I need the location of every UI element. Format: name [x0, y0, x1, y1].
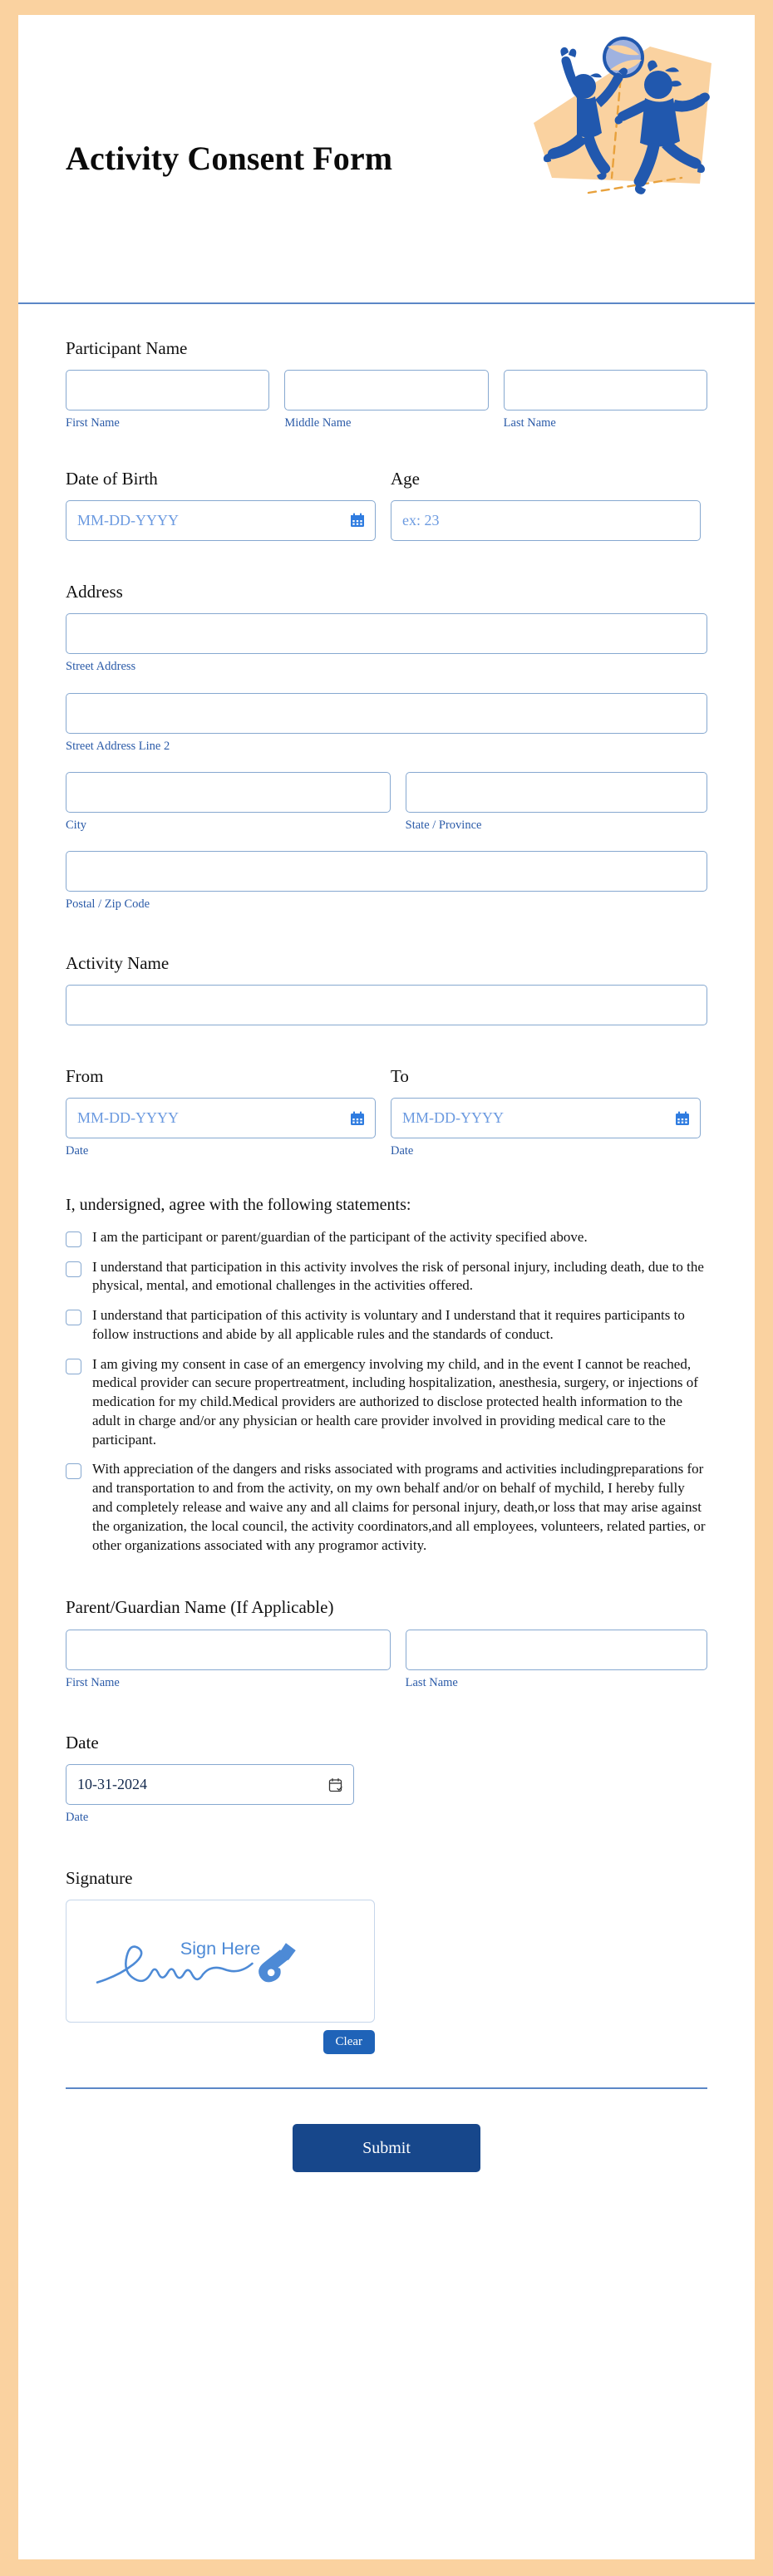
activity-dates-labels-row — [66, 1065, 707, 1098]
street-address-2-sublabel: Street Address Line 2 — [66, 739, 170, 753]
postal-code-sublabel: Postal / Zip Code — [66, 897, 150, 912]
from-date-sublabel: Date — [66, 1144, 89, 1158]
consent-checkbox-2[interactable] — [66, 1261, 81, 1277]
dob-age-group — [66, 468, 707, 541]
signed-date-field — [66, 1764, 354, 1825]
signed-date-sublabel: Date — [66, 1811, 89, 1825]
signature-group — [66, 1867, 707, 2055]
participant-first-name-sublabel: First Name — [66, 416, 120, 430]
from-date-label: From — [66, 1065, 104, 1086]
consent-checkbox-1[interactable] — [66, 1231, 81, 1247]
city-input[interactable] — [66, 772, 391, 813]
consent-checkbox-3[interactable] — [66, 1310, 81, 1325]
submit-button[interactable]: Submit — [293, 2124, 480, 2172]
signed-date-input[interactable] — [66, 1764, 354, 1805]
consent-item[interactable] — [66, 1228, 707, 1247]
activity-dates-inputs-row — [66, 1098, 707, 1158]
guardian-last-name-sublabel: Last Name — [405, 1675, 458, 1689]
signature-label: Signature — [66, 1867, 133, 1888]
to-date-sublabel: Date — [391, 1144, 414, 1158]
to-date-input[interactable] — [391, 1098, 701, 1138]
page-title: Activity Consent Form — [66, 140, 393, 177]
age-field — [391, 500, 701, 541]
guardian-last-name-field — [406, 1630, 707, 1690]
from-date-input[interactable] — [66, 1098, 376, 1138]
guardian-first-name-field — [66, 1630, 391, 1690]
consent-statements-group — [66, 1196, 707, 1556]
form-header — [18, 15, 755, 304]
dob-input-wrap — [66, 500, 376, 541]
street-address-2-input[interactable] — [66, 693, 707, 734]
address-group — [66, 581, 707, 912]
street-address-2-field — [66, 693, 707, 754]
participant-first-name-field — [66, 370, 269, 430]
pen-nib-icon — [258, 1943, 296, 1982]
dob-input[interactable] — [66, 500, 376, 541]
consent-item[interactable] — [66, 1355, 707, 1450]
signed-date-group — [66, 1732, 707, 1826]
dob-age-labels-row — [66, 468, 707, 500]
guardian-name-row — [66, 1630, 707, 1690]
participant-name-group — [66, 337, 707, 431]
activity-name-group — [66, 952, 707, 1025]
consent-intro: I, undersigned, agree with the following statements: — [66, 1195, 411, 1214]
consent-text-2: I understand that participation in this activity involves the risk of personal injury, including death, due to the physical, mental, and emotional challenges in the activities offered. — [92, 1258, 704, 1294]
city-state-row — [66, 772, 707, 833]
svg-text:Sign Here: Sign Here — [180, 1937, 261, 1959]
street-address-input[interactable] — [66, 613, 707, 654]
city-sublabel: City — [66, 818, 86, 832]
to-date-field — [391, 1098, 701, 1158]
consent-text-1: I am the participant or parent/guardian of the participant of the activity specified above. — [92, 1228, 588, 1245]
signature-pad[interactable] — [66, 1900, 375, 2023]
dob-label: Date of Birth — [66, 468, 158, 489]
consent-item[interactable] — [66, 1460, 707, 1555]
from-date-field — [66, 1098, 376, 1158]
consent-checkbox-4[interactable] — [66, 1359, 81, 1374]
participant-middle-name-input[interactable] — [284, 370, 488, 410]
guardian-name-label: Parent/Guardian Name (If Applicable) — [66, 1597, 334, 1618]
signature-clear-row — [66, 2030, 375, 2054]
participant-name-label: Participant Name — [66, 338, 188, 358]
participant-middle-name-field — [284, 370, 488, 430]
signed-date-input-wrap — [66, 1764, 354, 1805]
participant-last-name-field — [504, 370, 707, 430]
consent-text-5: With appreciation of the dangers and risks associated with programs and activities includingpreparations for and transportation to and from the activity, on my own behalf and/or on behalf of mychild, I hereby fully and completely release and waive any and all claims for personal injury, death,or loss that may arise against the organization, the local council, the activity coordinators,and all employees, volunteers, related parties, or other organizations associated with any programor activity. — [92, 1461, 706, 1553]
dob-field — [66, 500, 376, 541]
street-address-field — [66, 613, 707, 674]
age-input[interactable] — [391, 500, 701, 541]
participant-last-name-input[interactable] — [504, 370, 707, 410]
guardian-first-name-sublabel: First Name — [66, 1675, 120, 1689]
form-sheet — [18, 15, 755, 2559]
to-date-label: To — [391, 1065, 409, 1086]
dob-age-inputs-row — [66, 500, 707, 541]
guardian-first-name-input[interactable] — [66, 1630, 391, 1670]
from-date-input-wrap — [66, 1098, 376, 1138]
clear-signature-button[interactable]: Clear — [323, 2030, 375, 2054]
state-input[interactable] — [406, 772, 707, 813]
sign-here-placeholder — [66, 1900, 374, 2022]
address-label: Address — [66, 581, 123, 602]
age-label: Age — [391, 468, 420, 489]
state-field — [406, 772, 707, 833]
participant-name-row — [66, 370, 707, 430]
participant-first-name-input[interactable] — [66, 370, 269, 410]
children-playing-with-ball-illustration — [519, 30, 726, 234]
street-address-sublabel: Street Address — [66, 660, 136, 674]
state-sublabel: State / Province — [405, 818, 482, 832]
form-body — [18, 304, 755, 2054]
guardian-name-group — [66, 1596, 707, 1690]
activity-name-input[interactable] — [66, 985, 707, 1025]
city-field — [66, 772, 391, 833]
to-date-input-wrap — [391, 1098, 701, 1138]
consent-text-4: I am giving my consent in case of an emergency involving my child, and in the event I cannot be reached, medical provider can secure propertreatment, including hospitalization, anesthesia, surgery, or injections of medication for my child.Medical providers are authorized to disclose protected health information to the adult in charge and/or any physician or health care provider involved in providing medical care to the participant. — [92, 1355, 698, 1448]
consent-item[interactable] — [66, 1258, 707, 1296]
submit-area — [18, 2089, 755, 2252]
consent-item[interactable] — [66, 1306, 707, 1345]
activity-dates-group — [66, 1065, 707, 1159]
consent-checkbox-5[interactable] — [66, 1463, 81, 1479]
consent-text-3: I understand that participation of this activity is voluntary and I understand that it requires participants to follow instructions and abide by all applicable rules and the standards of conduct. — [92, 1307, 685, 1342]
signed-date-label: Date — [66, 1732, 99, 1753]
postal-code-field — [66, 851, 707, 912]
postal-code-input[interactable] — [66, 851, 707, 892]
participant-middle-name-sublabel: Middle Name — [284, 416, 352, 430]
guardian-last-name-input[interactable] — [406, 1630, 707, 1670]
participant-last-name-sublabel: Last Name — [503, 416, 556, 430]
activity-name-label: Activity Name — [66, 952, 170, 973]
